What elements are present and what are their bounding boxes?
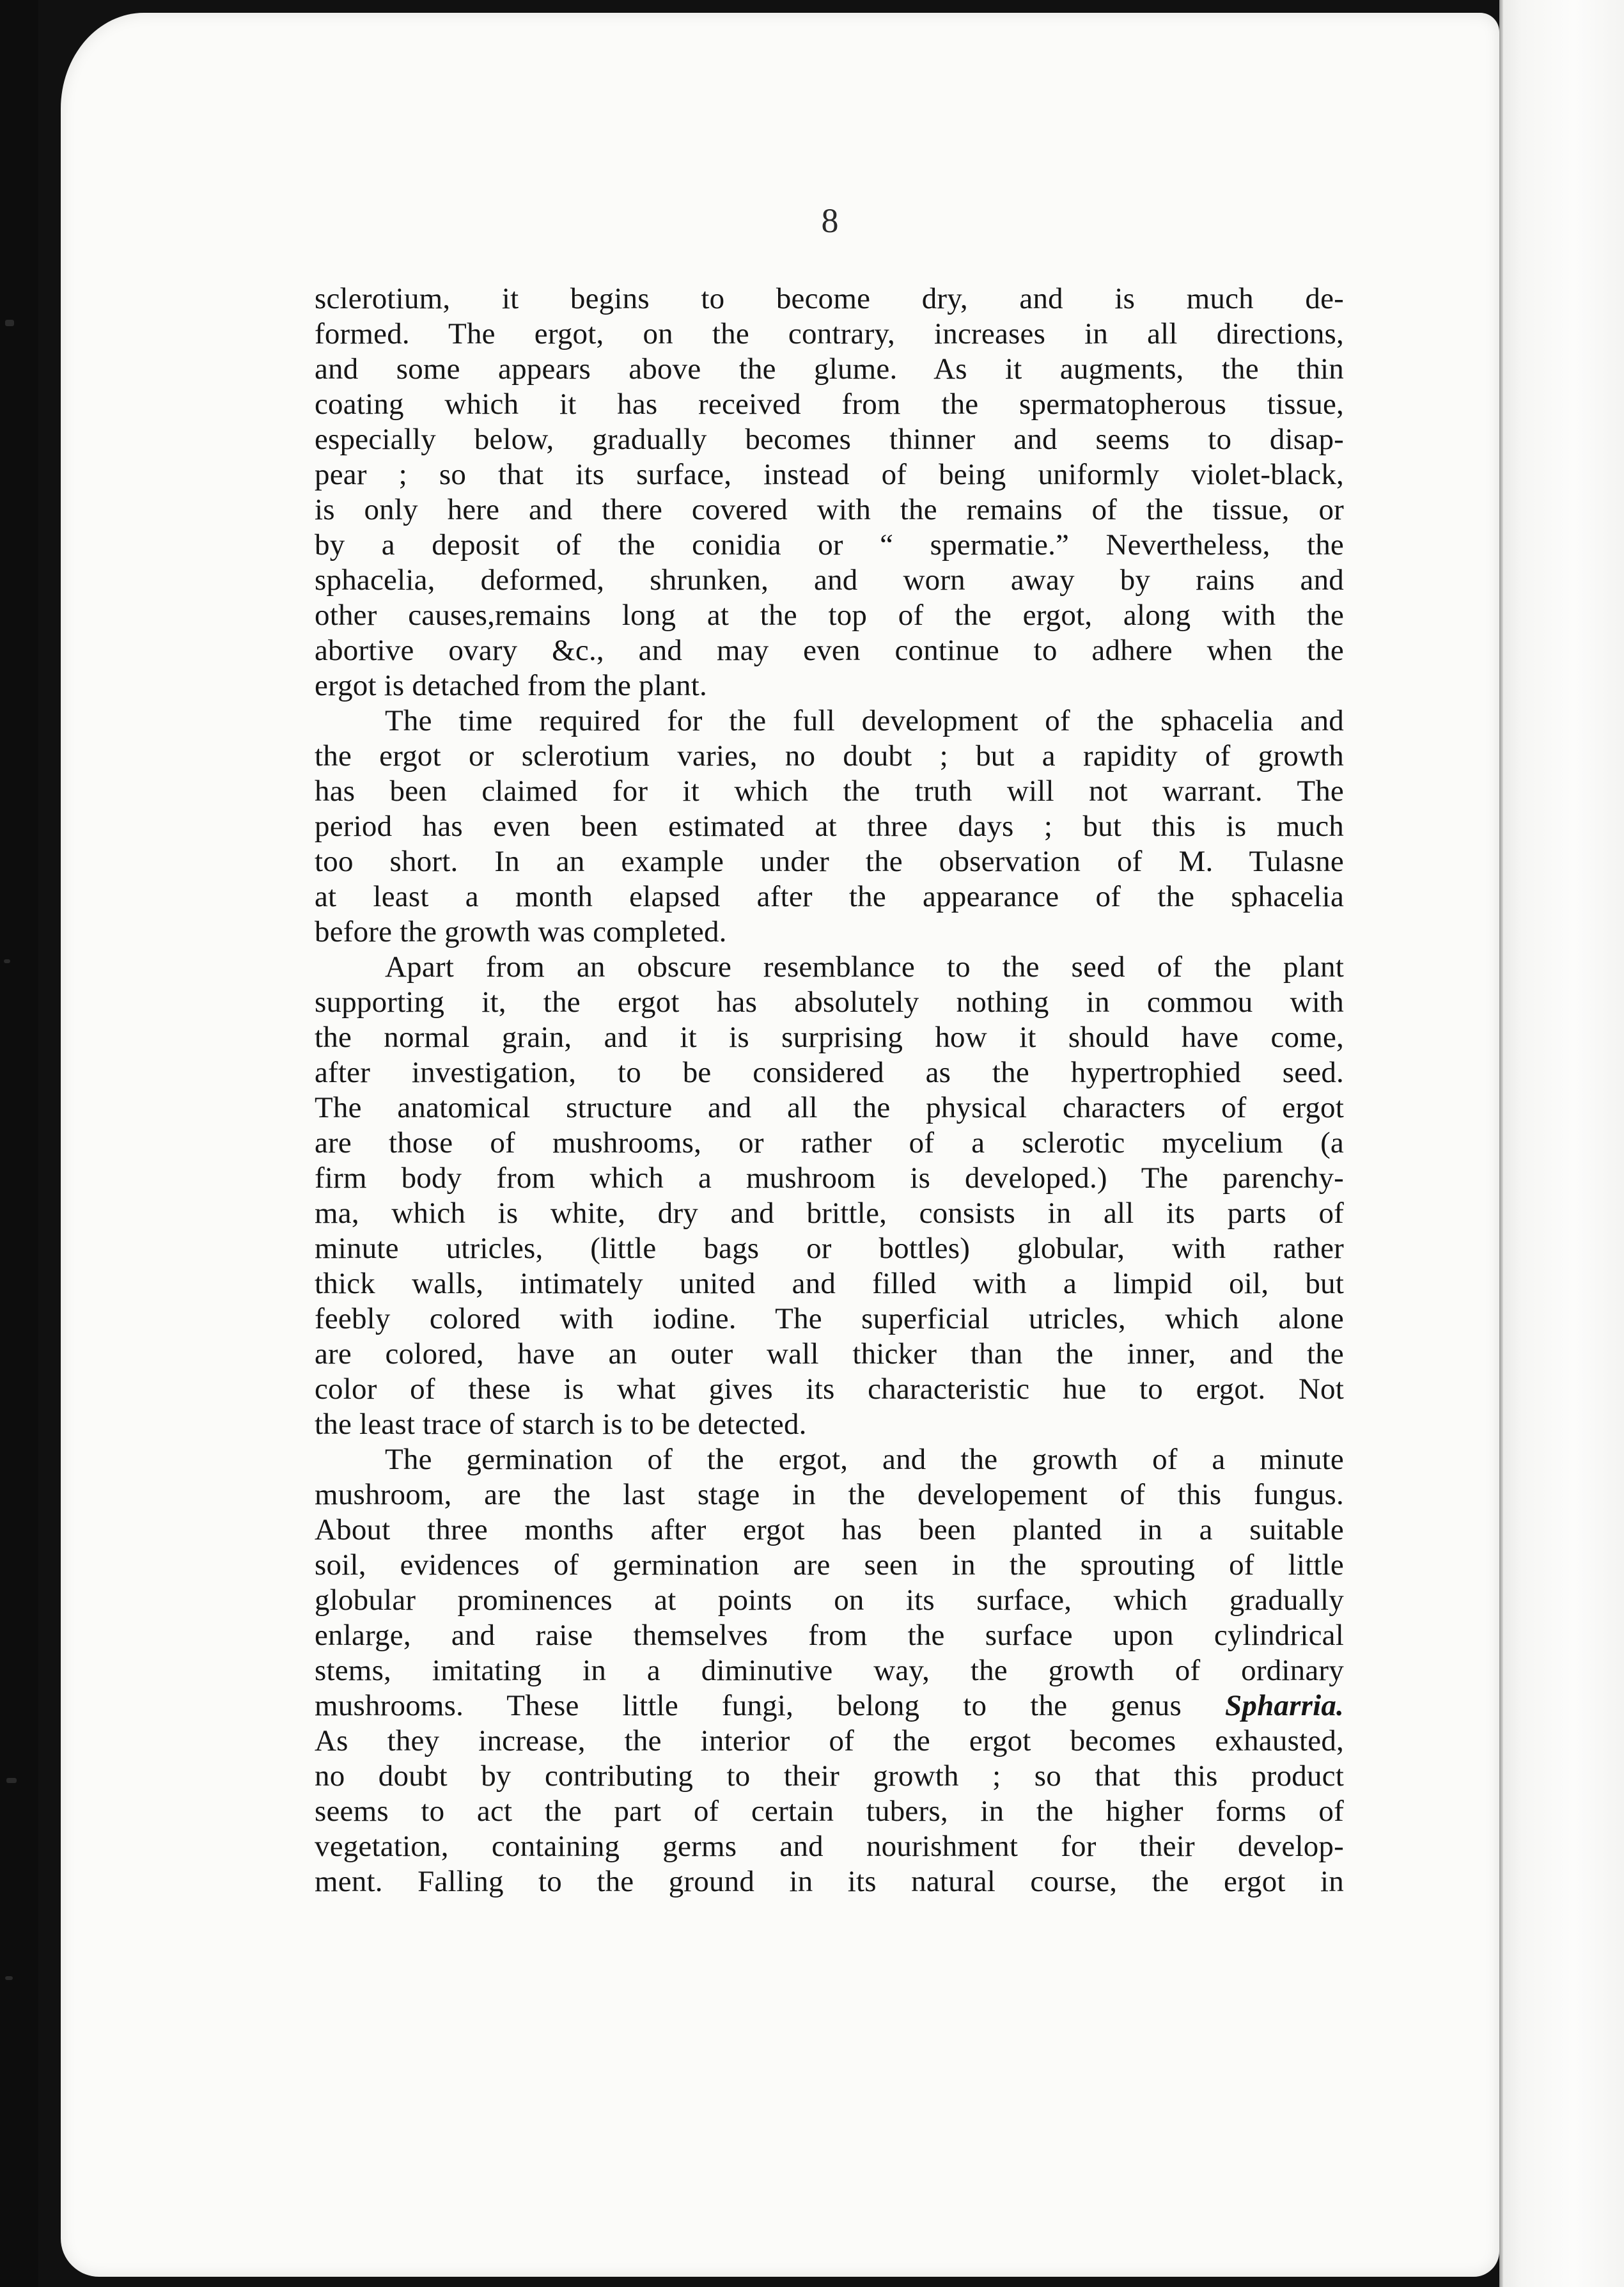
text-line: enlarge, and raise themselves from the surface upon cylindrical	[315, 1619, 1344, 1652]
text-line: no doubt by contributing to their growth ; so that this product	[315, 1759, 1344, 1793]
scan-speck	[5, 320, 14, 326]
text-line: The anatomical structure and all the physical characters of ergot	[315, 1091, 1344, 1124]
text-line: mushroom, are the last stage in the developement of this fungus.	[315, 1478, 1344, 1511]
text-line: especially below, gradually becomes thinner and seems to disap-	[315, 423, 1344, 456]
paragraph	[315, 281, 1344, 703]
page-fold	[1499, 0, 1503, 2287]
text-line: minute utricles, (little bags or bottles) globular, with rather	[315, 1232, 1344, 1265]
text-line: supporting it, the ergot has absolutely nothing in commou with	[315, 986, 1344, 1019]
text-line: too short. In an example under the observation of M. Tulasne	[315, 845, 1344, 878]
text-line: at least a month elapsed after the appearance of the sphacelia	[315, 880, 1344, 913]
body-text	[315, 281, 1344, 1899]
facing-page-edge	[1499, 0, 1624, 2287]
text-line: formed. The ergot, on the contrary, increases in all directions,	[315, 317, 1344, 350]
text-line: sphacelia, deformed, shrunken, and worn away by rains and	[315, 563, 1344, 597]
text-line: pear ; so that its surface, instead of being uniformly violet-black,	[315, 458, 1344, 491]
text-line: after investigation, to be considered as the hypertrophied seed.	[315, 1056, 1344, 1089]
text-line: coating which it has received from the spermatopherous tissue,	[315, 388, 1344, 421]
text-line: About three months after ergot has been planted in a suitable	[315, 1513, 1344, 1546]
text-line: the normal grain, and it is surprising how it should have come,	[315, 1021, 1344, 1054]
text-line: before the growth was completed.	[315, 915, 727, 948]
text-line: ma, which is white, dry and brittle, consists in all its parts of	[315, 1197, 1344, 1230]
text-line: feebly colored with iodine. The superficial utricles, which alone	[315, 1302, 1344, 1335]
paragraph	[315, 1442, 1344, 1899]
text-line: thick walls, intimately united and filled with a limpid oil, but	[315, 1267, 1344, 1300]
text-line: color of these is what gives its characteristic hue to ergot. Not	[315, 1372, 1344, 1406]
scan-speck	[5, 1976, 13, 1980]
text-line: by a deposit of the conidia or “ spermatie.” Nevertheless, the	[315, 528, 1344, 562]
paragraph	[315, 703, 1344, 950]
scan-speck	[4, 959, 10, 963]
text-line: other causes,remains long at the top of the ergot, along with the	[315, 599, 1344, 632]
text-line: is only here and there covered with the remains of the tissue, or	[315, 493, 1344, 526]
text-line: are colored, have an outer wall thicker than the inner, and the	[315, 1337, 1344, 1371]
text-line: As they increase, the interior of the ergot becomes exhausted,	[315, 1724, 1344, 1757]
text-line: are those of mushrooms, or rather of a sclerotic mycelium (a	[315, 1126, 1344, 1159]
text-line: firm body from which a mushroom is developed.) The parenchy-	[315, 1161, 1344, 1195]
text-line: globular prominences at points on its surface, which gradually	[315, 1584, 1344, 1617]
page-number: 8	[821, 201, 839, 240]
text-line: and some appears above the glume. As it augments, the thin	[315, 352, 1344, 386]
text-line: ment. Falling to the ground in its natural course, the ergot in	[315, 1865, 1344, 1898]
text-line: The time required for the full development of the sphacelia and	[385, 704, 1344, 737]
text-line: seems to act the part of certain tubers, in the higher forms of	[315, 1795, 1344, 1828]
text-line-fragment: mushrooms. These little fungi, belong to the genus	[315, 1689, 1182, 1722]
text-line: soil, evidences of germination are seen in the sprouting of little	[315, 1548, 1344, 1582]
text-line: stems, imitating in a diminutive way, the growth of ordinary	[315, 1654, 1344, 1687]
text-line: period has even been estimated at three days ; but this is much	[315, 810, 1344, 843]
genus-name: Spharria.	[1225, 1689, 1344, 1722]
text-line: the ergot or sclerotium varies, no doubt ; but a rapidity of growth	[315, 739, 1344, 773]
text-line: The germination of the ergot, and the growth of a minute	[385, 1443, 1344, 1476]
text-line: Apart from an obscure resemblance to the seed of the plant	[385, 950, 1344, 984]
text-line: sclerotium, it begins to become dry, and is much de-	[315, 282, 1344, 315]
text-line: vegetation, containing germs and nourishment for their develop-	[315, 1830, 1344, 1863]
text-line-with-genus	[315, 1688, 1344, 1724]
text-line: the least trace of starch is to be detected.	[315, 1408, 807, 1441]
paragraph	[315, 950, 1344, 1442]
text-line: has been claimed for it which the truth will not warrant. The	[315, 774, 1344, 808]
text-line: abortive ovary &c., and may even continue to adhere when the	[315, 634, 1344, 667]
scan-edge	[0, 0, 38, 2287]
scan-speck	[6, 1778, 17, 1783]
text-line: ergot is detached from the plant.	[315, 669, 707, 702]
